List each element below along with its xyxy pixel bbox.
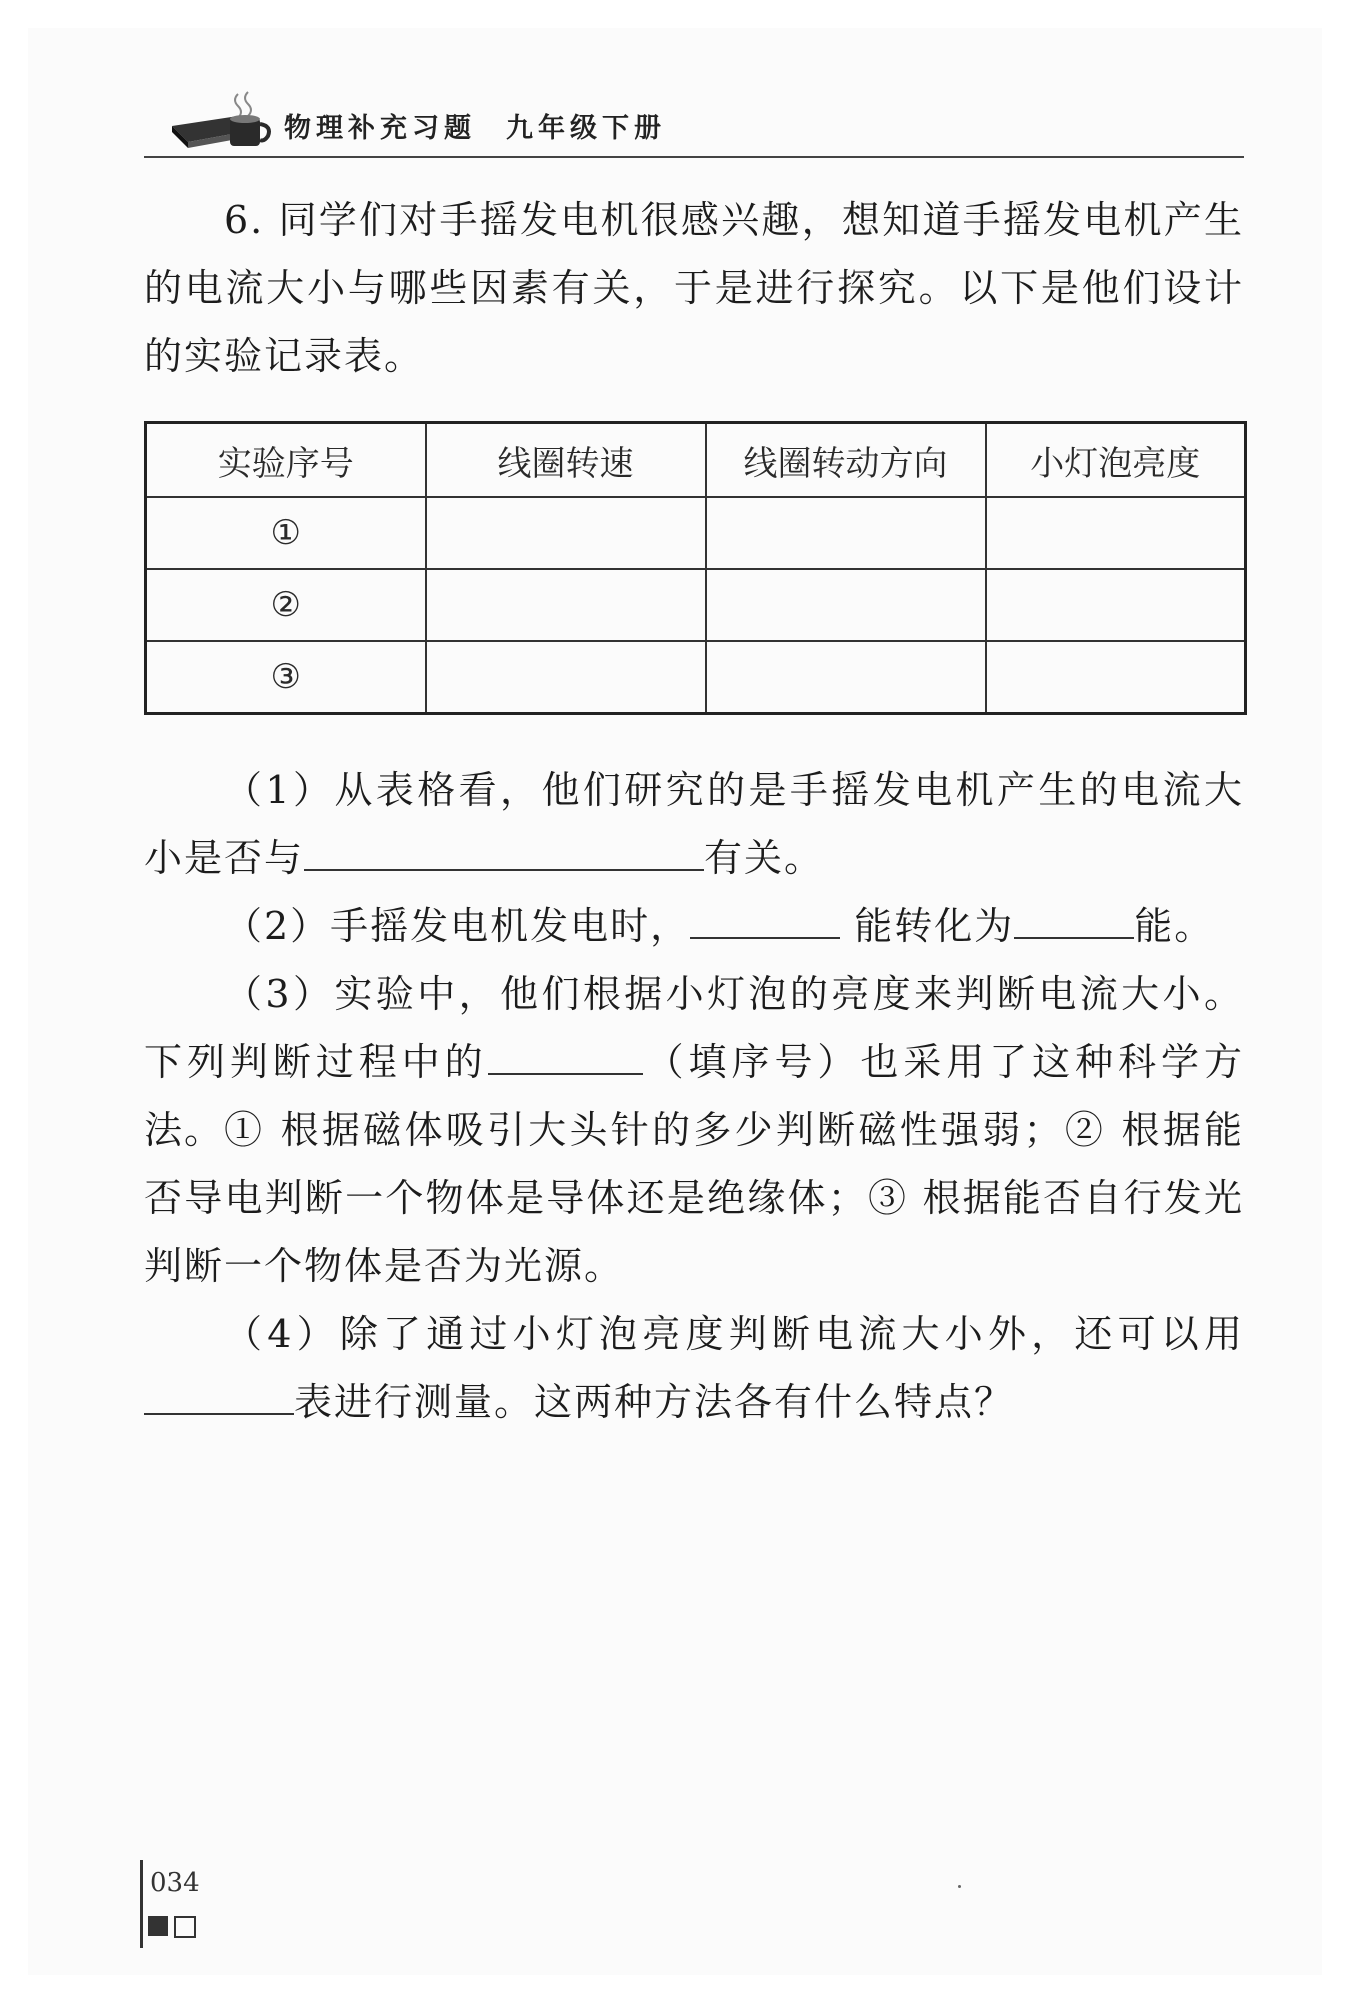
sub-question-1 [144, 756, 1244, 892]
answer-blank-4[interactable] [144, 1369, 294, 1415]
header-divider [144, 156, 1244, 158]
page-header [144, 68, 1244, 158]
table-header-cell: 线圈转速 [426, 423, 706, 498]
table-header-row [146, 423, 1246, 498]
experiment-record-table [144, 421, 1247, 715]
answer-blank-3[interactable] [488, 1029, 643, 1075]
sub-question-3-text: （3）实验中，他们根据小灯泡的亮度来判断电流大小。下列判断过程中的 [144, 972, 1244, 1084]
footer-divider [140, 1860, 143, 1948]
empty-square-icon [174, 1916, 196, 1938]
table-row [146, 497, 1246, 569]
table-cell[interactable] [426, 641, 706, 714]
filled-square-icon [148, 1916, 168, 1936]
table-cell[interactable] [426, 497, 706, 569]
header-title [284, 106, 666, 145]
sub-question-4-end: 表进行测量。这两种方法各有什么特点？ [294, 1380, 1015, 1424]
table-cell[interactable] [986, 569, 1246, 641]
table-cell[interactable] [706, 497, 986, 569]
table-cell[interactable] [986, 641, 1246, 714]
table-cell[interactable] [706, 569, 986, 641]
sub-question-4-text: （4）除了通过小灯泡亮度判断电流大小外，还可以用 [224, 1312, 1244, 1356]
sub-question-4 [144, 1300, 1244, 1436]
book-and-cup-icon [168, 90, 278, 150]
table-cell: ② [146, 569, 426, 641]
table-cell[interactable] [706, 641, 986, 714]
table-cell: ③ [146, 641, 426, 714]
table-row [146, 641, 1246, 714]
sub-question-1-text: （1）从表格看，他们研究的是手摇发电机产生的电流大小是否与 [144, 768, 1244, 880]
book-title: 物理补充习题 [284, 113, 476, 144]
page [28, 28, 1322, 1975]
table-header-cell: 线圈转动方向 [706, 423, 986, 498]
sub-question-3-end: （填序号）也采用了这种科学方法。 [144, 1040, 1244, 1152]
grade-label: 九年级下册 [506, 113, 666, 144]
sub-question-1-end: 有关。 [704, 836, 825, 880]
sub-question-2 [144, 892, 1244, 960]
answer-blank-2a[interactable] [690, 893, 840, 939]
sub-question-2-mid: 能转化为 [854, 904, 1015, 948]
answer-blank-1[interactable] [304, 825, 704, 871]
sub-question-2-end: 能。 [1134, 904, 1215, 948]
table-header-cell: 小灯泡亮度 [986, 423, 1246, 498]
table-header-cell: 实验序号 [146, 423, 426, 498]
table-cell: ① [146, 497, 426, 569]
table-row [146, 569, 1246, 641]
print-speck [958, 1885, 961, 1888]
sub-question-2-text: （2）手摇发电机发电时， [224, 904, 691, 948]
page-number: 034 [150, 1868, 200, 1898]
table-cell[interactable] [986, 497, 1246, 569]
table-cell[interactable] [426, 569, 706, 641]
answer-blank-2b[interactable] [1014, 893, 1134, 939]
question-intro: 6. 同学们对手摇发电机很感兴趣，想知道手摇发电机产生的电流大小与哪些因素有关，于是进行探究。以下是他们设计的实验记录表。 [144, 198, 1244, 378]
options-text: ① 根据磁体吸引大头针的多少判断磁性强弱；② 根据能否导电判断一个物体是导体还是绝缘体；③ 根据能否自行发光判断一个物体是否为光源。 [144, 1108, 1244, 1288]
